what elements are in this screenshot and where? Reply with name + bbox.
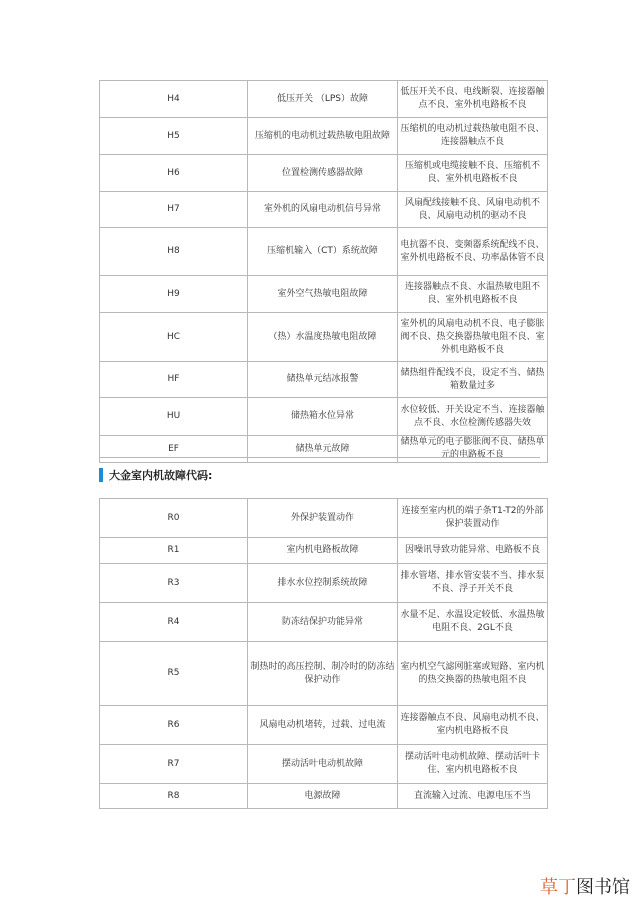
fault-code-cell: R0 bbox=[100, 499, 248, 538]
fault-code-cell: R5 bbox=[100, 642, 248, 706]
fault-cause-cell: 水位较低、开关设定不当、连接器触点不良、水位检测传感器失效 bbox=[398, 398, 548, 436]
indoor-fault-table bbox=[99, 498, 548, 809]
table-row bbox=[100, 499, 548, 538]
outdoor-fault-table bbox=[99, 80, 548, 463]
fault-name-cell: 风扇电动机堵转，过载、过电流 bbox=[248, 706, 398, 745]
fault-name-cell: 摆动活叶电动机故障 bbox=[248, 745, 398, 784]
fault-cause-cell: 压缩机或电缆接触不良、压缩机不良、室外机电路板不良 bbox=[398, 155, 548, 192]
fault-cause-cell: 压缩机的电动机过载热敏电阻不良、连接器触点不良 bbox=[398, 118, 548, 155]
fault-cause-cell: 连接器触点不良、水温热敏电阻不良、室外机电路板不良 bbox=[398, 276, 548, 313]
fault-code-cell: H5 bbox=[100, 118, 248, 155]
table-row bbox=[100, 228, 548, 276]
fault-code-cell: HC bbox=[100, 313, 248, 362]
fault-name-cell: 储热箱水位异常 bbox=[248, 398, 398, 436]
fault-cause-cell: 室外机的风扇电动机不良、电子膨胀阀不良、热交换器热敏电阻不良、室外机电路板不良 bbox=[398, 313, 548, 362]
table-cut-line bbox=[99, 457, 540, 458]
fault-cause-cell: 室内机空气滤网脏塞或短路、室内机的热交换器的热敏电阻不良 bbox=[398, 642, 548, 706]
fault-cause-cell: 连接至室内机的端子条T1-T2的外部保护装置动作 bbox=[398, 499, 548, 538]
fault-code-cell: H7 bbox=[100, 192, 248, 228]
fault-name-cell: 室外机的风扇电动机信号异常 bbox=[248, 192, 398, 228]
fault-name-cell: 排水水位控制系统故障 bbox=[248, 564, 398, 603]
fault-name-cell: 压缩机的电动机过载热敏电阻故障 bbox=[248, 118, 398, 155]
indoor-heading-text: 大金室内机故障代码: bbox=[109, 469, 213, 482]
fault-cause-cell: 连接器触点不良、风扇电动机不良、室内机电路板不良 bbox=[398, 706, 548, 745]
fault-code-cell: R4 bbox=[100, 603, 248, 642]
table-row bbox=[100, 313, 548, 362]
fault-cause-cell: 直流输入过流、电源电压不当 bbox=[398, 784, 548, 809]
fault-name-cell: 外保护装置动作 bbox=[248, 499, 398, 538]
table-row bbox=[100, 706, 548, 745]
fault-code-cell: EF bbox=[100, 436, 248, 463]
fault-name-cell: （热）水温度热敏电阻故障 bbox=[248, 313, 398, 362]
table-row bbox=[100, 436, 548, 463]
fault-cause-cell: 低压开关不良、电线断裂、连接器触点不良、室外机电路板不良 bbox=[398, 81, 548, 118]
fault-code-cell: H8 bbox=[100, 228, 248, 276]
fault-code-cell: HU bbox=[100, 398, 248, 436]
table-row bbox=[100, 81, 548, 118]
fault-code-cell: R1 bbox=[100, 538, 248, 564]
fault-name-cell: 防冻结保护功能异常 bbox=[248, 603, 398, 642]
fault-name-cell: 低压开关 （LPS）故障 bbox=[248, 81, 398, 118]
fault-cause-cell: 风扇配线接触不良、风扇电动机不良、风扇电动机的驱动不良 bbox=[398, 192, 548, 228]
fault-name-cell: 储热单元结冰报警 bbox=[248, 362, 398, 398]
heading-accent-bar bbox=[99, 468, 103, 482]
fault-cause-cell: 排水管堵、排水管安装不当、排水泵不良、浮子开关不良 bbox=[398, 564, 548, 603]
fault-code-cell: R3 bbox=[100, 564, 248, 603]
fault-code-cell: R8 bbox=[100, 784, 248, 809]
fault-name-cell: 压缩机输入（CT）系统故障 bbox=[248, 228, 398, 276]
table-row bbox=[100, 118, 548, 155]
fault-code-cell: H6 bbox=[100, 155, 248, 192]
fault-name-cell: 位置检测传感器故障 bbox=[248, 155, 398, 192]
table-row bbox=[100, 603, 548, 642]
fault-code-cell: H9 bbox=[100, 276, 248, 313]
table-row bbox=[100, 642, 548, 706]
fault-cause-cell: 因噪讯导致功能异常、电路板不良 bbox=[398, 538, 548, 564]
fault-cause-cell: 储热单元的电子膨胀阀不良、储热单元的电路板不良 bbox=[398, 436, 548, 463]
table-row bbox=[100, 538, 548, 564]
table-row bbox=[100, 784, 548, 809]
table-row bbox=[100, 398, 548, 436]
watermark bbox=[540, 873, 630, 899]
fault-name-cell: 制热时的高压控制、制冷时的防冻结保护动作 bbox=[248, 642, 398, 706]
fault-cause-cell: 储热组件配线不良，设定不当、储热箱数量过多 bbox=[398, 362, 548, 398]
fault-name-cell: 储热单元故障 bbox=[248, 436, 398, 463]
table-row bbox=[100, 192, 548, 228]
fault-name-cell: 室内机电路板故障 bbox=[248, 538, 398, 564]
indoor-section-heading bbox=[99, 468, 212, 482]
table-row bbox=[100, 155, 548, 192]
fault-code-cell: HF bbox=[100, 362, 248, 398]
fault-name-cell: 电源故障 bbox=[248, 784, 398, 809]
fault-code-cell: R7 bbox=[100, 745, 248, 784]
table-row bbox=[100, 362, 548, 398]
table-row bbox=[100, 564, 548, 603]
fault-code-cell: R6 bbox=[100, 706, 248, 745]
table-row bbox=[100, 276, 548, 313]
watermark-part1: 草丁 bbox=[540, 877, 576, 898]
fault-cause-cell: 水量不足、水温设定较低、水温热敏电阻不良、2GL不良 bbox=[398, 603, 548, 642]
fault-code-cell: H4 bbox=[100, 81, 248, 118]
fault-cause-cell: 摆动活叶电动机故障、摆动活叶卡住、室内机电路板不良 bbox=[398, 745, 548, 784]
fault-cause-cell: 电抗器不良、变频器系统配线不良、室外机电路板不良、功率晶体管不良 bbox=[398, 228, 548, 276]
fault-name-cell: 室外空气热敏电阻故障 bbox=[248, 276, 398, 313]
table-row bbox=[100, 745, 548, 784]
watermark-part2: 图书馆 bbox=[576, 877, 630, 898]
